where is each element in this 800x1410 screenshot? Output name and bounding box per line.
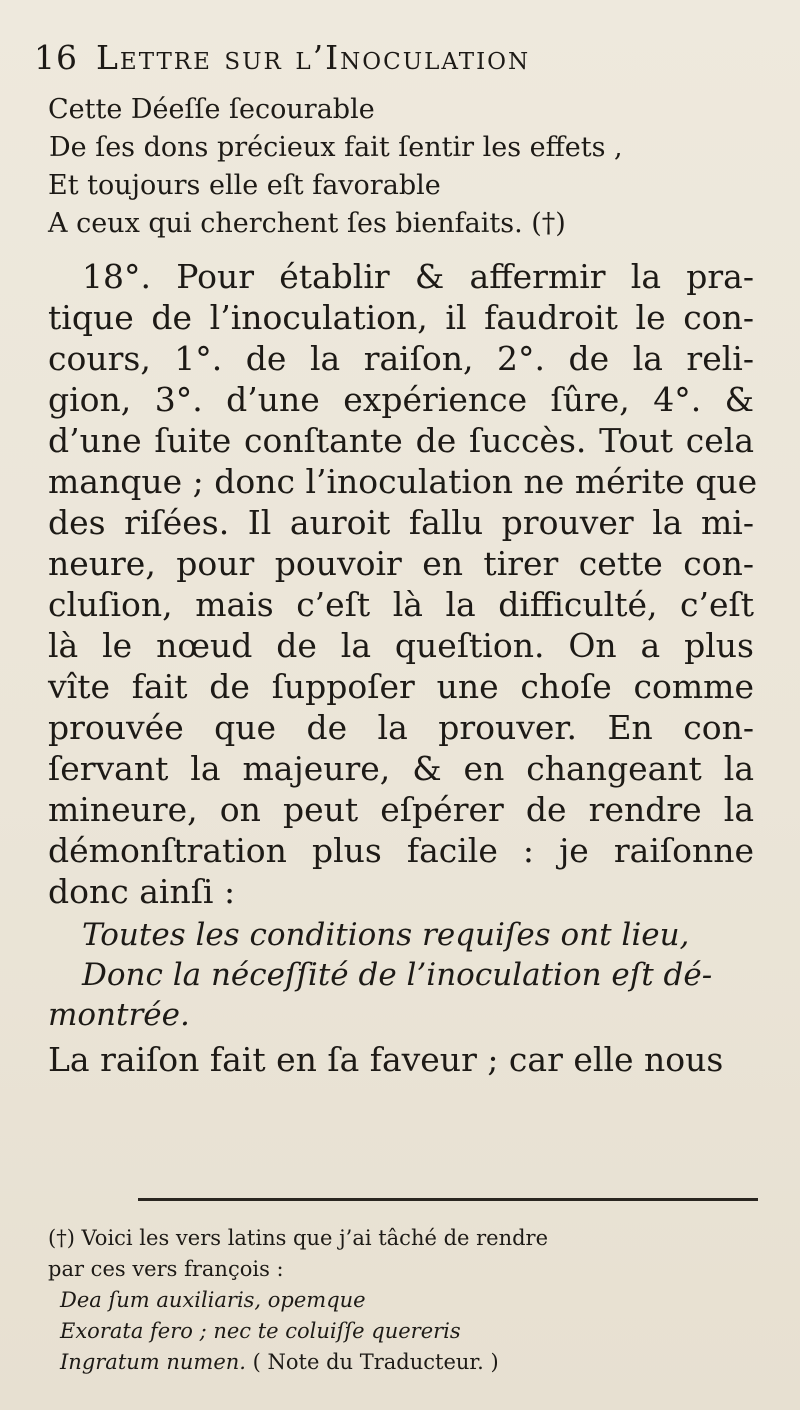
translator-note: ( Note du Traducteur. )	[252, 1350, 499, 1374]
running-header	[34, 34, 774, 86]
verse-line-2: De ſes dons précieux fait ſentir les effets ,	[49, 132, 623, 163]
paragraph-line-5: d’une ſuite conſtante de ſuccès. Tout cela	[48, 421, 754, 460]
paragraph-line-13: ſervant la majeure, & en changeant la	[48, 749, 754, 788]
paragraph-line-1: 18°. Pour établir & affermir la pra-	[82, 257, 754, 296]
paragraph-line-3: cours, 1°. de la raiſon, 2°. de la reli-	[48, 339, 754, 378]
syllogism-premise: Toutes les conditions requiſes ont lieu,	[82, 917, 690, 953]
paragraph-line-14: mineure, on peut eſpérer de rendre la	[48, 790, 754, 829]
footnote-latin-2: Exorata fero ; nec te coluiſſe quereris	[60, 1319, 461, 1343]
paragraph-line-6: manque ; donc l’inoculation ne mérite que	[48, 462, 758, 501]
paragraph-line-4: gion, 3°. d’une expérience ſûre, 4°. &	[48, 380, 754, 419]
footnote-line-1: (†) Voici les vers latins que j’ai tâché de rendre	[48, 1226, 549, 1250]
paragraph-line-2: tique de l’inoculation, il faudroit le con-	[48, 298, 754, 337]
paragraph-line-7: des riſées. Il auroit fallu prouver la mi-	[48, 503, 754, 542]
paragraph-line-10: là le nœud de la queſtion. On a plus	[48, 626, 754, 665]
footnote-latin-3: Ingratum numen. ( Note du Traducteur. )	[60, 1350, 499, 1374]
running-title: Lettre sur l’Inoculation	[96, 38, 531, 77]
footnote-line-2: par ces vers françois :	[48, 1257, 284, 1281]
paragraph-line-12: prouvée que de la prouver. En con-	[48, 708, 754, 747]
paragraph-line-9: cluſion, mais c’eſt là la difficulté, c’eſt	[48, 585, 754, 624]
closing-line: La raiſon fait en ſa faveur ; car elle nous	[48, 1040, 724, 1079]
syllogism-conclusion: Donc la néceſſité de l’inoculation eſt dé-	[82, 957, 713, 993]
syllogism-conclusion-cont: montrée.	[48, 997, 190, 1033]
paragraph-line-15: démonſtration plus facile : je raiſonne	[48, 831, 754, 870]
footnote-rule	[138, 1198, 758, 1201]
verse-line-4: A ceux qui cherchent ſes bienfaits. (†)	[48, 208, 566, 239]
verse-line-1: Cette Déeſſe ſecourable	[48, 94, 375, 125]
footnote-latin-1: Dea ſum auxiliaris, opemque	[60, 1288, 366, 1312]
verse-line-3: Et toujours elle eſt favorable	[48, 170, 441, 201]
paragraph-line-16: donc ainſi :	[48, 872, 236, 911]
paragraph-line-11: vîte fait de ſuppoſer une choſe comme	[48, 667, 754, 706]
paragraph-line-8: neure, pour pouvoir en tirer cette con-	[48, 544, 754, 583]
page-number: 16	[34, 38, 78, 77]
